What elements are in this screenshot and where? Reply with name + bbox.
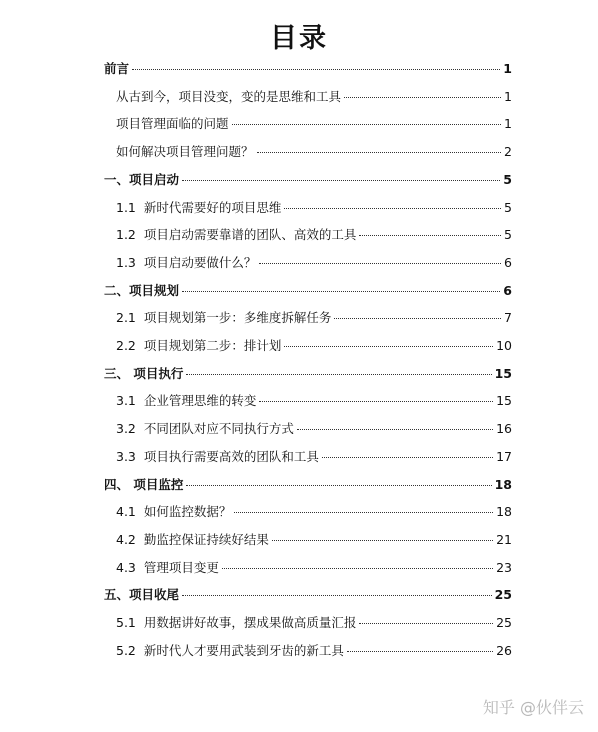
- toc-page-number: 25: [494, 587, 512, 603]
- toc-page-number: 15: [494, 365, 512, 381]
- dot-leader: [182, 595, 492, 596]
- toc-entry-number: 1.2: [116, 227, 136, 243]
- page-title: 目录: [270, 23, 328, 54]
- toc-chapter-entry[interactable]: [104, 586, 512, 604]
- toc-section-entry[interactable]: [116, 642, 512, 660]
- toc-page-number: 2: [504, 144, 512, 160]
- dot-leader: [186, 374, 491, 375]
- toc-entry-number: 3.1: [116, 393, 136, 409]
- toc-entry-label: 四、 项目监控: [104, 476, 184, 492]
- toc-entry-label: 新时代需要好的项目思维: [143, 199, 282, 215]
- toc-chapter-entry[interactable]: [104, 60, 512, 78]
- dot-leader: [234, 512, 493, 513]
- toc-entry-label: 勤监控保证持续好结果: [143, 531, 269, 547]
- dot-leader: [259, 263, 501, 264]
- toc-entry-label: 管理项目变更: [143, 559, 219, 575]
- toc-page-number: 15: [496, 393, 512, 409]
- toc-chapter-entry[interactable]: [104, 476, 512, 494]
- dot-leader: [186, 485, 491, 486]
- toc-entry-number: 5.1: [116, 615, 136, 630]
- toc-entry-label: 项目规划第一步：多维度拆解任务: [143, 310, 332, 326]
- toc-entry-label: 用数据讲好故事，摆成果做高质量汇报: [143, 615, 357, 630]
- toc-entry-label: 项目管理面临的问题: [116, 116, 229, 132]
- toc-entry-label: 项目规划第二步：排计划: [143, 338, 282, 353]
- toc-page-number: 1: [503, 61, 512, 76]
- toc-entry-number: 2.2: [116, 338, 136, 353]
- toc-section-entry[interactable]: [116, 614, 512, 632]
- dot-leader: [182, 291, 500, 292]
- toc-page-number: 23: [496, 559, 512, 575]
- toc-page-number: 10: [496, 338, 512, 353]
- toc-entry-label: 如何解决项目管理问题？: [116, 144, 254, 160]
- dot-leader: [359, 623, 493, 624]
- toc-section-entry[interactable]: [116, 559, 512, 577]
- toc-entry-label: 不同团队对应不同执行方式: [143, 421, 294, 437]
- toc-section-entry[interactable]: [116, 392, 512, 410]
- toc-entry-number: 4.2: [116, 531, 136, 547]
- toc-page-number: 26: [496, 642, 512, 658]
- toc-entry-number: 1.1: [116, 199, 136, 215]
- toc-page-number: 7: [504, 310, 512, 326]
- toc-entry-label: 项目执行需要高效的团队和工具: [143, 448, 319, 464]
- toc-chapter-entry[interactable]: [104, 171, 512, 189]
- toc-section-entry[interactable]: [116, 448, 512, 466]
- toc-section-entry[interactable]: [116, 309, 512, 327]
- dot-leader: [257, 152, 502, 153]
- dot-leader: [284, 208, 501, 209]
- toc-chapter-entry[interactable]: [104, 282, 512, 300]
- dot-leader: [182, 180, 500, 181]
- dot-leader: [272, 540, 493, 541]
- toc-entry-label: 项目启动需要靠谱的团队、高效的工具: [143, 227, 357, 243]
- toc-section-entry[interactable]: [116, 199, 512, 217]
- toc-entry-number: 3.2: [116, 421, 136, 437]
- toc-page-number: 25: [496, 615, 512, 630]
- toc-entry-label: 三、 项目执行: [104, 365, 184, 381]
- toc-page-number: 16: [496, 421, 512, 437]
- toc-section-entry[interactable]: [116, 88, 512, 106]
- dot-leader: [344, 97, 501, 98]
- dot-leader: [132, 69, 500, 70]
- toc-page-number: 17: [496, 448, 512, 464]
- toc-page-number: 1: [504, 88, 512, 104]
- toc-page-number: 5: [503, 171, 512, 187]
- toc-entry-number: 4.3: [116, 559, 136, 575]
- toc-section-entry[interactable]: [116, 531, 512, 549]
- dot-leader: [359, 235, 501, 236]
- toc-entry-label: 二、项目规划: [104, 282, 180, 298]
- toc-entry-label: 如何监控数据？: [143, 504, 232, 520]
- dot-leader: [347, 651, 493, 652]
- toc-entry-label: 前言: [104, 61, 130, 76]
- watermark: 知乎 @伙伴云: [482, 698, 584, 717]
- dot-leader: [232, 124, 502, 125]
- toc-entry-number: 2.1: [116, 310, 136, 326]
- toc-page-number: 6: [503, 282, 512, 298]
- toc-section-entry[interactable]: [116, 420, 512, 438]
- toc-page-number: 18: [494, 476, 512, 492]
- toc-section-entry[interactable]: [116, 143, 512, 161]
- dot-leader: [284, 346, 493, 347]
- toc-chapter-entry[interactable]: [104, 365, 512, 383]
- toc-page-number: 21: [496, 531, 512, 547]
- toc-page-number: 18: [496, 504, 512, 520]
- toc-entry-label: 五、项目收尾: [104, 587, 180, 603]
- toc-entry-number: 4.1: [116, 504, 136, 520]
- toc-entry-label: 企业管理思维的转变: [143, 393, 257, 409]
- toc-entry-label: 从古到今，项目没变，变的是思维和工具: [116, 88, 342, 104]
- toc-entry-number: 5.2: [116, 642, 136, 658]
- dot-leader: [334, 318, 501, 319]
- toc-section-entry[interactable]: [116, 226, 512, 244]
- toc-section-entry[interactable]: [116, 337, 512, 355]
- toc-section-entry[interactable]: [116, 254, 512, 272]
- toc-page-number: 1: [504, 116, 512, 132]
- dot-leader: [297, 429, 493, 430]
- toc-section-entry[interactable]: [116, 503, 512, 521]
- toc-entry-label: 新时代人才要用武装到牙齿的新工具: [143, 642, 344, 658]
- toc-entry-number: 3.3: [116, 448, 136, 464]
- toc-section-entry[interactable]: [116, 115, 512, 133]
- toc-page-number: 6: [504, 254, 512, 270]
- dot-leader: [322, 457, 493, 458]
- dot-leader: [259, 401, 493, 402]
- dot-leader: [222, 568, 493, 569]
- toc-entry-number: 1.3: [116, 254, 136, 270]
- toc-entry-label: 项目启动要做什么？: [143, 254, 257, 270]
- toc-page-number: 5: [504, 199, 512, 215]
- toc-entry-label: 一、项目启动: [104, 171, 180, 187]
- toc-page-number: 5: [504, 227, 512, 243]
